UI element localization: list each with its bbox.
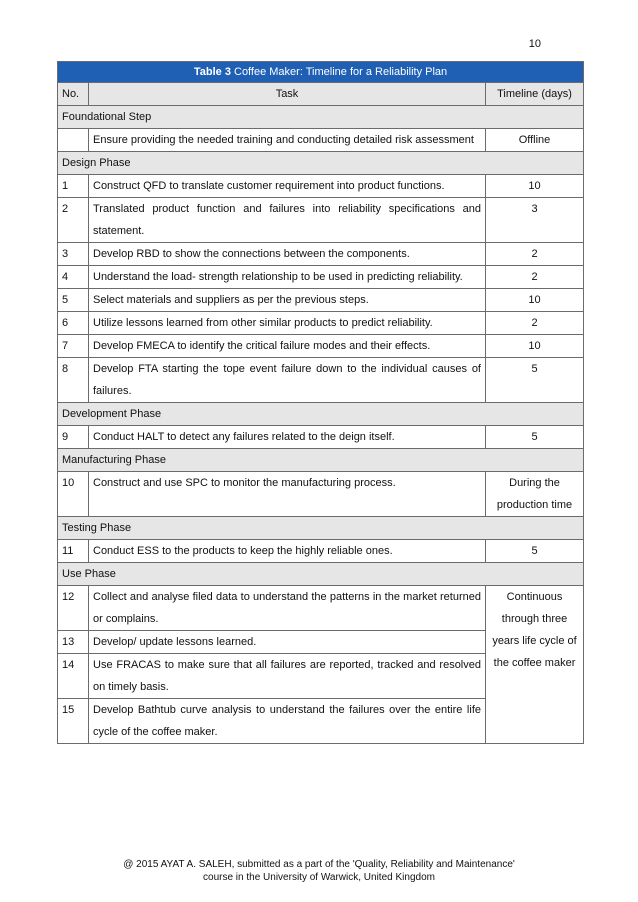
row-timeline: Offline [486,129,584,152]
row-no: 3 [58,243,89,266]
row-task: Select materials and suppliers as per the previous steps. [89,289,486,312]
row-timeline: 5 [486,358,584,403]
table-row [58,335,584,358]
row-task: Develop RBD to show the connections between the components. [89,243,486,266]
row-timeline: 2 [486,312,584,335]
row-no: 9 [58,426,89,449]
phase-row [58,449,584,472]
row-timeline: During the production time [486,472,584,517]
phase-development: Development Phase [58,403,584,426]
row-no: 13 [58,631,89,654]
table-row [58,243,584,266]
phase-row [58,517,584,540]
row-no [58,129,89,152]
row-timeline: 5 [486,540,584,563]
row-no: 8 [58,358,89,403]
phase-use: Use Phase [58,563,584,586]
row-timeline: 2 [486,266,584,289]
row-no: 1 [58,175,89,198]
row-no: 4 [58,266,89,289]
header-task: Task [89,83,486,106]
row-timeline: 10 [486,289,584,312]
phase-design: Design Phase [58,152,584,175]
row-no: 11 [58,540,89,563]
reliability-timeline-table [57,61,584,744]
header-row [58,83,584,106]
table-row [58,426,584,449]
table-row [58,289,584,312]
table-row [58,586,584,631]
row-task: Construct and use SPC to monitor the manufacturing process. [89,472,486,517]
row-timeline: 5 [486,426,584,449]
page-footer [0,858,638,884]
row-task: Develop FTA starting the tope event failure down to the individual causes of failures. [89,358,486,403]
row-task: Conduct HALT to detect any failures related to the deign itself. [89,426,486,449]
header-timeline: Timeline (days) [486,83,584,106]
caption-label: Table 3 [193,66,231,78]
row-timeline: 10 [486,175,584,198]
row-timeline: 2 [486,243,584,266]
row-task: Use FRACAS to make sure that all failures are reported, tracked and resolved on timely basis. [89,654,486,699]
row-task: Develop Bathtub curve analysis to understand the failures over the entire life cycle of the coffee maker. [89,699,486,744]
phase-manufacturing: Manufacturing Phase [58,449,584,472]
row-timeline: 10 [486,335,584,358]
phase-row [58,106,584,129]
header-no: No. [58,83,89,106]
row-task: Translated product function and failures into reliability specifications and statement. [89,198,486,243]
row-no: 2 [58,198,89,243]
row-no: 7 [58,335,89,358]
row-no: 15 [58,699,89,744]
table-row [58,198,584,243]
phase-foundational: Foundational Step [58,106,584,129]
table-row [58,266,584,289]
table-caption [58,62,584,83]
table-row [58,175,584,198]
row-timeline: 3 [486,198,584,243]
row-no: 5 [58,289,89,312]
table-row [58,129,584,152]
table-row [58,358,584,403]
row-task: Ensure providing the needed training and conducting detailed risk assessment [89,129,486,152]
row-no: 14 [58,654,89,699]
row-task: Utilize lessons learned from other similar products to predict reliability. [89,312,486,335]
row-no: 6 [58,312,89,335]
table-row [58,312,584,335]
phase-row [58,152,584,175]
table-row [58,472,584,517]
row-task: Construct QFD to translate customer requirement into product functions. [89,175,486,198]
phase-row [58,403,584,426]
row-no: 12 [58,586,89,631]
phase-testing: Testing Phase [58,517,584,540]
use-phase-timeline: Continuous through three years life cycle of the coffee maker [486,586,584,744]
table-row [58,540,584,563]
caption-text: Coffee Maker: Timeline for a Reliability Plan [230,66,448,78]
phase-row [58,563,584,586]
footer-line-2: course in the University of Warwick, United Kingdom [203,872,435,883]
row-no: 10 [58,472,89,517]
page-number: 10 [528,38,541,50]
row-task: Collect and analyse filed data to understand the patterns in the market returned or complains. [89,586,486,631]
footer-line-1: @ 2015 AYAT A. SALEH, submitted as a part of the 'Quality, Reliability and Maintenance' [123,859,515,870]
row-task: Develop/ update lessons learned. [89,631,486,654]
row-task: Understand the load- strength relationship to be used in predicting reliability. [89,266,486,289]
row-task: Conduct ESS to the products to keep the highly reliable ones. [89,540,486,563]
row-task: Develop FMECA to identify the critical failure modes and their effects. [89,335,486,358]
